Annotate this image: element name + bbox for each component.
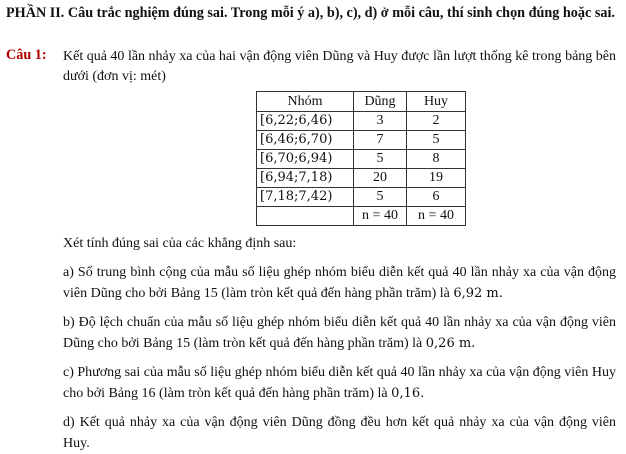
cell-huy: 8: [407, 150, 466, 169]
statement-a-text: a) Số trung bình cộng của mẫu số liệu ghép nhóm biểu diễn kết quả 40 lần nhảy xa của vận động viên Dũng cho bởi Bảng 15 (làm tròn kết quả đến hàng phần trăm) là: [63, 265, 616, 301]
question-text: Kết quả 40 lần nhảy xa của hai vận động viên Dũng và Huy được lần lượt thống kê trong bảng bên dưới (đơn vị: mét): [63, 49, 616, 84]
cell-dung: 20: [354, 169, 407, 188]
cell-total-dung: n = 40: [354, 207, 407, 226]
header-group: Nhóm: [257, 92, 354, 112]
cell-total-group: [257, 207, 354, 226]
cell-dung: 3: [354, 112, 407, 131]
cell-group: [7,18;7,42): [257, 188, 354, 207]
section-heading: PHẦN II. Câu trắc nghiệm đúng sai. Trong mỗi ý a), b), c), d) ở mỗi câu, thí sinh chọn đúng hoặc sai.: [6, 5, 615, 21]
table-row: [257, 169, 466, 188]
statement-b-text: b) Độ lệch chuẩn của mẫu số liệu ghép nhóm biểu diễn kết quả 40 lần nhảy xa của vận động viên Dũng cho bởi Bảng 15 (làm tròn kết quả đến hàng phần trăm) là: [63, 315, 616, 351]
cell-group: [6,94;7,18): [257, 169, 354, 188]
cell-dung: 5: [354, 150, 407, 169]
statement-a: [63, 262, 616, 304]
cell-group: [6,70;6,94): [257, 150, 354, 169]
table-row: [257, 188, 466, 207]
intro-text: Xét tính đúng sai của các khẳng định sau:: [63, 236, 297, 251]
statement-c-value: 0,16.: [391, 386, 425, 401]
cell-group: [6,22;6,46): [257, 112, 354, 131]
table-row: [257, 131, 466, 150]
statement-c-text: c) Phương sai của mẫu số liệu ghép nhóm biểu diễn kết quả 40 lần nhảy xa của vận động viên Huy cho bởi Bảng 16 (làm tròn kết quả đến hàng phần trăm) là: [63, 365, 616, 401]
cell-huy: 6: [407, 188, 466, 207]
statement-b: [63, 312, 616, 354]
table-row: [257, 150, 466, 169]
statement-a-value: 6,92 m.: [453, 286, 503, 301]
statement-b-value: 0,26 m.: [425, 336, 476, 351]
cell-group: [6,46;6,70): [257, 131, 354, 150]
cell-dung: 5: [354, 188, 407, 207]
table-row: [257, 112, 466, 131]
cell-dung: 7: [354, 131, 407, 150]
statement-c: [63, 362, 616, 404]
frequency-table: [256, 91, 466, 226]
cell-total-huy: n = 40: [407, 207, 466, 226]
cell-huy: 5: [407, 131, 466, 150]
cell-huy: 19: [407, 169, 466, 188]
header-dung: Dũng: [354, 92, 407, 112]
header-huy: Huy: [407, 92, 466, 112]
statement-d-text: d) Kết quả nhảy xa của vận động viên Dũng đồng đều hơn kết quả nhảy xa của vận động viên Huy.: [63, 415, 616, 451]
table-header-row: [257, 92, 466, 112]
cell-huy: 2: [407, 112, 466, 131]
statement-d: [63, 412, 616, 454]
question-label: Câu 1:: [6, 47, 47, 63]
table-total-row: [257, 207, 466, 226]
